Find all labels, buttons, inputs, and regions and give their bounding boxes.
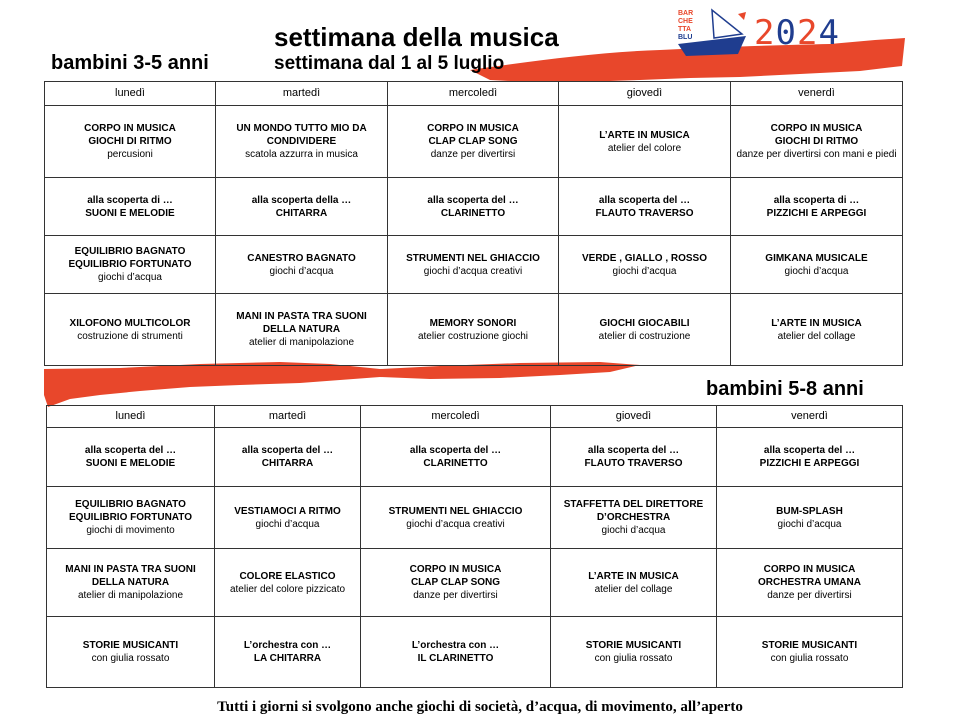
activity-note: percusioni [107, 149, 153, 160]
activity-cell [731, 236, 903, 294]
activity-note: giochi d’acqua [98, 272, 162, 283]
activity-cell [47, 549, 215, 617]
activity-note: atelier del colore [607, 142, 682, 154]
activity-cell [215, 428, 361, 487]
activity-cell [717, 428, 903, 487]
activity-title: CORPO IN MUSICA CLAP CLAP SONG [409, 564, 502, 588]
activity-cell [216, 236, 388, 294]
page-subtitle: settimana dal 1 al 5 luglio [274, 53, 505, 74]
activity-note: scatola azzurra in musica [245, 149, 358, 160]
activity-title: GIOCHI GIOCABILI [599, 317, 690, 329]
activity-note: giochi d’acqua [777, 518, 842, 530]
activity-title: STORIE MUSICANTI [82, 640, 179, 651]
activity-cell [717, 617, 903, 688]
activity-cell [388, 294, 559, 366]
activity-cell [361, 617, 551, 688]
day-header: venerdì [717, 406, 903, 428]
activity-title: CORPO IN MUSICA GIOCHI DI RITMO [770, 123, 863, 147]
group-label-3-5: bambini 3-5 anni [51, 52, 209, 74]
activity-cell [45, 106, 216, 178]
activity-cell [47, 428, 215, 487]
activity-note: giochi d’acqua creativi [423, 265, 523, 277]
activity-cell [559, 236, 731, 294]
activity-title: alla scoperta del … CLARINETTO [427, 194, 519, 219]
activity-note: danze per divertirsi [767, 590, 852, 601]
activity-title: STRUMENTI NEL GHIACCIO [406, 252, 540, 264]
footer-note: Tutti i giorni si svolgono anche giochi di società, d’acqua, di movimento, all’aperto [217, 699, 743, 715]
activity-cell [361, 487, 551, 549]
activity-note: giochi d’acqua [269, 265, 334, 277]
activity-note: atelier di costruzione [598, 330, 691, 342]
activity-note: giochi d’acqua [255, 518, 320, 530]
year-digit: 2 [754, 13, 776, 53]
activity-cell [559, 106, 731, 178]
day-header: martedì [216, 82, 388, 106]
activity-title: CORPO IN MUSICA ORCHESTRA UMANA [758, 564, 861, 588]
activity-note: giochi d’acqua [784, 265, 849, 277]
day-header: mercoledì [361, 406, 551, 428]
activity-title: CANESTRO BAGNATO [247, 252, 356, 264]
activity-cell [551, 549, 717, 617]
activity-title: MANI IN PASTA TRA SUONI DELLA NATURA [65, 564, 196, 588]
activity-cell [388, 236, 559, 294]
activity-cell [559, 294, 731, 366]
activity-cell [216, 178, 388, 236]
activity-note: giochi di movimento [86, 525, 175, 536]
activity-cell [45, 178, 216, 236]
activity-title: MEMORY SONORI [429, 317, 517, 329]
activity-cell [361, 549, 551, 617]
year-digit: 0 [775, 13, 797, 53]
activity-cell [45, 236, 216, 294]
activity-title: EQUILIBRIO BAGNATO EQUILIBRIO FORTUNATO [69, 499, 192, 523]
activity-note: giochi d’acqua [612, 265, 677, 277]
activity-note: danze per divertirsi [430, 149, 516, 160]
activity-title: BUM-SPLASH [776, 505, 843, 517]
activity-title: alla scoperta di … PIZZICHI E ARPEGGI [766, 194, 867, 219]
activity-title: L’ARTE IN MUSICA [771, 317, 862, 329]
day-header: lunedì [45, 82, 216, 106]
activity-cell [45, 294, 216, 366]
activity-cell [215, 487, 361, 549]
activity-cell [47, 617, 215, 688]
activity-cell [551, 617, 717, 688]
activity-cell [731, 294, 903, 366]
logo [672, 8, 752, 60]
activity-title: CORPO IN MUSICA GIOCHI DI RITMO [84, 123, 176, 147]
activity-note: atelier del collage [594, 583, 673, 595]
year-digit: 4 [818, 13, 840, 53]
activity-title: L’orchestra con … IL CLARINETTO [411, 640, 500, 664]
activity-cell [47, 487, 215, 549]
activity-cell [388, 178, 559, 236]
activity-cell [216, 294, 388, 366]
activity-note: danze per divertirsi con mani e piedi [736, 149, 897, 160]
logo-text-line: CHE [678, 18, 693, 25]
schedule-table-5-8 [46, 405, 903, 688]
activity-title: alla scoperta del … CLARINETTO [409, 445, 502, 469]
activity-note: atelier costruzione giochi [417, 330, 529, 342]
activity-note: con giulia rossato [91, 653, 170, 664]
day-header: venerdì [731, 82, 903, 106]
activity-title: GIMKANA MUSICALE [765, 252, 868, 264]
day-header: giovedì [551, 406, 717, 428]
activity-title: L’ARTE IN MUSICA [588, 570, 679, 582]
activity-title: alla scoperta del … PIZZICHI E ARPEGGI [759, 445, 860, 469]
year-label [754, 13, 840, 53]
activity-note: atelier del colore pizzicato [229, 583, 346, 595]
activity-cell [559, 178, 731, 236]
activity-title: STORIE MUSICANTI [761, 640, 858, 651]
activity-cell [215, 617, 361, 688]
activity-note: atelier di manipolazione [77, 590, 184, 601]
activity-title: XILOFONO MULTICOLOR [69, 317, 191, 329]
activity-title: alla scoperta del … SUONI E MELODIE [84, 445, 177, 469]
activity-title: VERDE , GIALLO , ROSSO [581, 252, 707, 264]
activity-cell [717, 549, 903, 617]
logo-text-line: BAR [678, 10, 694, 17]
logo-text-line: TTA [678, 26, 692, 33]
activity-title: alla scoperta del … FLAUTO TRAVERSO [584, 445, 683, 469]
activity-note: atelier di manipolazione [248, 337, 355, 348]
schedule-table-3-5 [44, 81, 903, 366]
activity-cell [551, 428, 717, 487]
activity-title: alla scoperta della … CHITARRA [251, 194, 352, 219]
activity-title: COLORE ELASTICO [239, 570, 336, 582]
activity-note: costruzione di strumenti [77, 330, 183, 342]
activity-note: con giulia rossato [594, 653, 673, 664]
activity-note: giochi d’acqua creativi [406, 518, 505, 530]
activity-cell [731, 106, 903, 178]
day-header: giovedì [559, 82, 731, 106]
day-header: mercoledì [388, 82, 559, 106]
activity-title: STORIE MUSICANTI [585, 640, 682, 651]
activity-cell [551, 487, 717, 549]
year-digit: 2 [796, 13, 819, 53]
activity-note: danze per divertirsi [413, 590, 498, 601]
activity-title: alla scoperta di … SUONI E MELODIE [85, 194, 175, 219]
activity-cell [731, 178, 903, 236]
activity-title: STRUMENTI NEL GHIACCIO [388, 505, 523, 517]
group-label-5-8: bambini 5-8 anni [706, 378, 864, 400]
activity-cell [216, 106, 388, 178]
activity-title: L’orchestra con … LA CHITARRA [243, 640, 332, 664]
activity-note: giochi d’acqua [601, 525, 666, 536]
activity-title: EQUILIBRIO BAGNATO EQUILIBRIO FORTUNATO [68, 246, 192, 270]
activity-note: con giulia rossato [770, 653, 849, 664]
page-title: settimana della musica [274, 22, 559, 52]
activity-title: VESTIAMOCI A RITMO [234, 505, 341, 517]
activity-cell [388, 106, 559, 178]
activity-title: CORPO IN MUSICA CLAP CLAP SONG [427, 123, 519, 147]
day-header: martedì [215, 406, 361, 428]
activity-title: UN MONDO TUTTO MIO DA CONDIVIDERE [236, 123, 367, 147]
activity-note: atelier del collage [777, 330, 856, 342]
logo-text-line: BLU [678, 34, 693, 41]
activity-title: STAFFETTA DEL DIRETTORE D’ORCHESTRA [563, 499, 704, 523]
activity-title: alla scoperta del … FLAUTO TRAVERSO [595, 194, 694, 219]
activity-cell [361, 428, 551, 487]
activity-cell [717, 487, 903, 549]
activity-cell [215, 549, 361, 617]
day-header: lunedì [47, 406, 215, 428]
activity-title: MANI IN PASTA TRA SUONI DELLA NATURA [236, 311, 367, 335]
activity-title: alla scoperta del … CHITARRA [241, 445, 334, 469]
activity-title: L’ARTE IN MUSICA [599, 129, 690, 141]
